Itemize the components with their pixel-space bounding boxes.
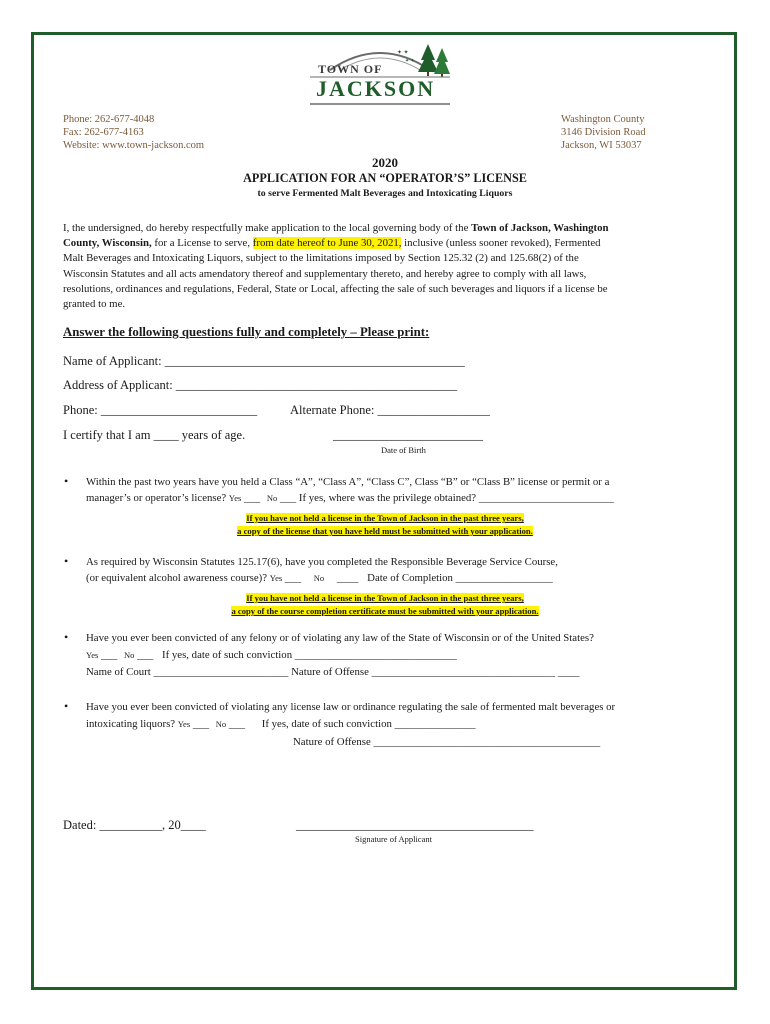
intro-county-name: County, Wisconsin,	[63, 237, 152, 250]
form-subtitle: to serve Fermented Malt Beverages and Intoxicating Liquors	[257, 188, 513, 199]
logo-line1: TOWN OF	[318, 62, 383, 76]
applicant-name-field[interactable]: Name of Applicant: ________________________________________________	[63, 354, 465, 368]
q1-where-obtained-field[interactable]: If yes, where was the privilege obtained? _________________________	[298, 492, 614, 504]
intro-text-4: Malt Beverages and Intoxicating Liquors, subject to the limitations imposed by Section 125.32 (2) and 125.68(2) of the	[63, 252, 579, 265]
bullet-icon: •	[64, 699, 69, 713]
website-link[interactable]: Website: www.town-jackson.com	[63, 140, 205, 151]
form-title: APPLICATION FOR AN “OPERATOR’S” LICENSE	[243, 171, 527, 185]
intro-text-3: inclusive (unless sooner revoked), Fermented	[401, 237, 601, 250]
q4-question: intoxicating liquors?	[86, 718, 176, 730]
q1-no-blank[interactable]: ___	[279, 492, 297, 504]
fax-number: Fax: 262-677-4163	[63, 127, 144, 138]
phone-number: Phone: 262-677-4048	[63, 114, 155, 125]
bullet-icon: •	[64, 630, 69, 644]
q2-no-blank[interactable]: ____	[336, 572, 359, 584]
q1-notice-2-wrap	[0, 521, 770, 539]
q4-yes-blank[interactable]: ___	[192, 718, 210, 730]
intro-text-5: Wisconsin Statutes and all acts amendatory thereof and supplementary thereto, and hereby agree to comply with all laws,	[63, 267, 587, 280]
q1-yes-blank[interactable]: ___	[243, 492, 261, 504]
logo-line2: JACKSON	[316, 76, 436, 101]
q4-no-blank[interactable]: ___	[228, 718, 246, 730]
q2-question: (or equivalent alcohol awareness course)?	[86, 572, 268, 584]
signature-label: Signature of Applicant	[355, 834, 432, 844]
q2-notice-1: If you have not held a license in the Town of Jackson in the past three years,	[246, 593, 524, 603]
q1-text: Within the past two years have you held a Class “A”, “Class A”, “Class C”, Class “B” or “Class B” license or permit or a	[86, 476, 610, 488]
q3-text: Have you ever been convicted of any felony or of violating any law of the State of Wisconsin or of the United States?	[86, 632, 594, 644]
q4-no-label: No	[215, 719, 227, 729]
q4-line2	[86, 718, 476, 730]
q2-notice-2: a copy of the course completion certificate must be submitted with your application.	[231, 606, 539, 616]
q3-yes-blank[interactable]: ___	[101, 649, 118, 661]
contact-right	[561, 113, 646, 152]
q4-offense-field[interactable]: Nature of Offense __________________________________________	[293, 736, 601, 748]
street-address: 3146 Division Road	[561, 127, 646, 138]
date-of-birth-label: Date of Birth	[381, 445, 426, 455]
q3-no-blank[interactable]: ___	[137, 649, 154, 661]
q2-text: As required by Wisconsin Statutes 125.17(6), have you completed the Responsible Beverage Service Course,	[86, 556, 558, 568]
intro-town-name: Town of Jackson, Washington	[471, 222, 609, 234]
age-field[interactable]: I certify that I am ____ years of age.	[63, 428, 246, 442]
q2-yes-label: Yes	[269, 573, 283, 583]
intro-text-6: resolutions, ordinances and regulations, Federal, State or Local, affecting the sale of such beverages and liquors if a license be	[63, 282, 608, 295]
dated-field[interactable]: Dated: __________, 20____	[63, 818, 206, 832]
instructions-heading: Answer the following questions fully and completely – Please print:	[63, 325, 430, 339]
bullet-icon: •	[64, 474, 69, 488]
q4-text: Have you ever been convicted of violating any license law or ordinance regulating the sale of fermented malt beverages or	[86, 701, 616, 713]
form-year: 2020	[372, 155, 398, 170]
city-state-zip: Jackson, WI 53037	[561, 140, 642, 151]
alternate-phone-field[interactable]: Alternate Phone: __________________	[290, 403, 490, 417]
q1-notice-1: If you have not held a license in the Town of Jackson in the past three years,	[246, 513, 524, 523]
q4-yes-label: Yes	[177, 719, 191, 729]
intro-text-7: granted to me.	[63, 298, 126, 311]
q1-no-label: No	[266, 493, 278, 503]
intro-paragraph	[63, 221, 713, 312]
q1-line2	[86, 492, 614, 504]
svg-text:✦ ✦: ✦ ✦	[405, 59, 415, 64]
contact-left	[63, 113, 204, 152]
q3-no-label: No	[123, 650, 135, 660]
q4-conviction-date-field[interactable]: If yes, date of such conviction _______________	[261, 718, 476, 730]
q2-line2	[86, 572, 553, 584]
license-period-highlight: from date hereof to June 30, 2021,	[252, 237, 402, 250]
svg-text:✦ ✦: ✦ ✦	[397, 50, 409, 56]
q1-yes-label: Yes	[228, 493, 242, 503]
signature-field[interactable]: ______________________________________	[296, 818, 534, 832]
bullet-icon: •	[64, 554, 69, 568]
q3-court-offense-field[interactable]: Name of Court _________________________ Nature of Offense __________________________________ ____	[86, 666, 580, 678]
applicant-address-field[interactable]: Address of Applicant: _____________________________________________	[63, 378, 458, 392]
q1-question: manager’s or operator’s license?	[86, 492, 227, 504]
q3-conviction-date-field[interactable]: If yes, date of such conviction ______________________________	[161, 649, 457, 661]
intro-text-1: I, the undersigned, do hereby respectfully make application to the local governing body of the	[63, 222, 472, 234]
intro-text-2: for a License to serve,	[151, 237, 253, 250]
q2-notice-2-wrap	[0, 601, 770, 619]
town-logo	[300, 40, 460, 112]
q3-yes-label: Yes	[86, 650, 99, 660]
date-of-birth-field[interactable]: ________________________	[333, 428, 483, 442]
q3-line2	[86, 649, 457, 661]
q1-notice-2: a copy of the license that you have held must be submitted with your application.	[237, 526, 533, 536]
phone-field[interactable]: Phone: _________________________	[63, 403, 258, 417]
q2-no-label: No	[313, 573, 325, 583]
county: Washington County	[561, 114, 645, 125]
q2-yes-blank[interactable]: ___	[284, 572, 302, 584]
q2-completion-date-field[interactable]: Date of Completion __________________	[367, 572, 553, 584]
